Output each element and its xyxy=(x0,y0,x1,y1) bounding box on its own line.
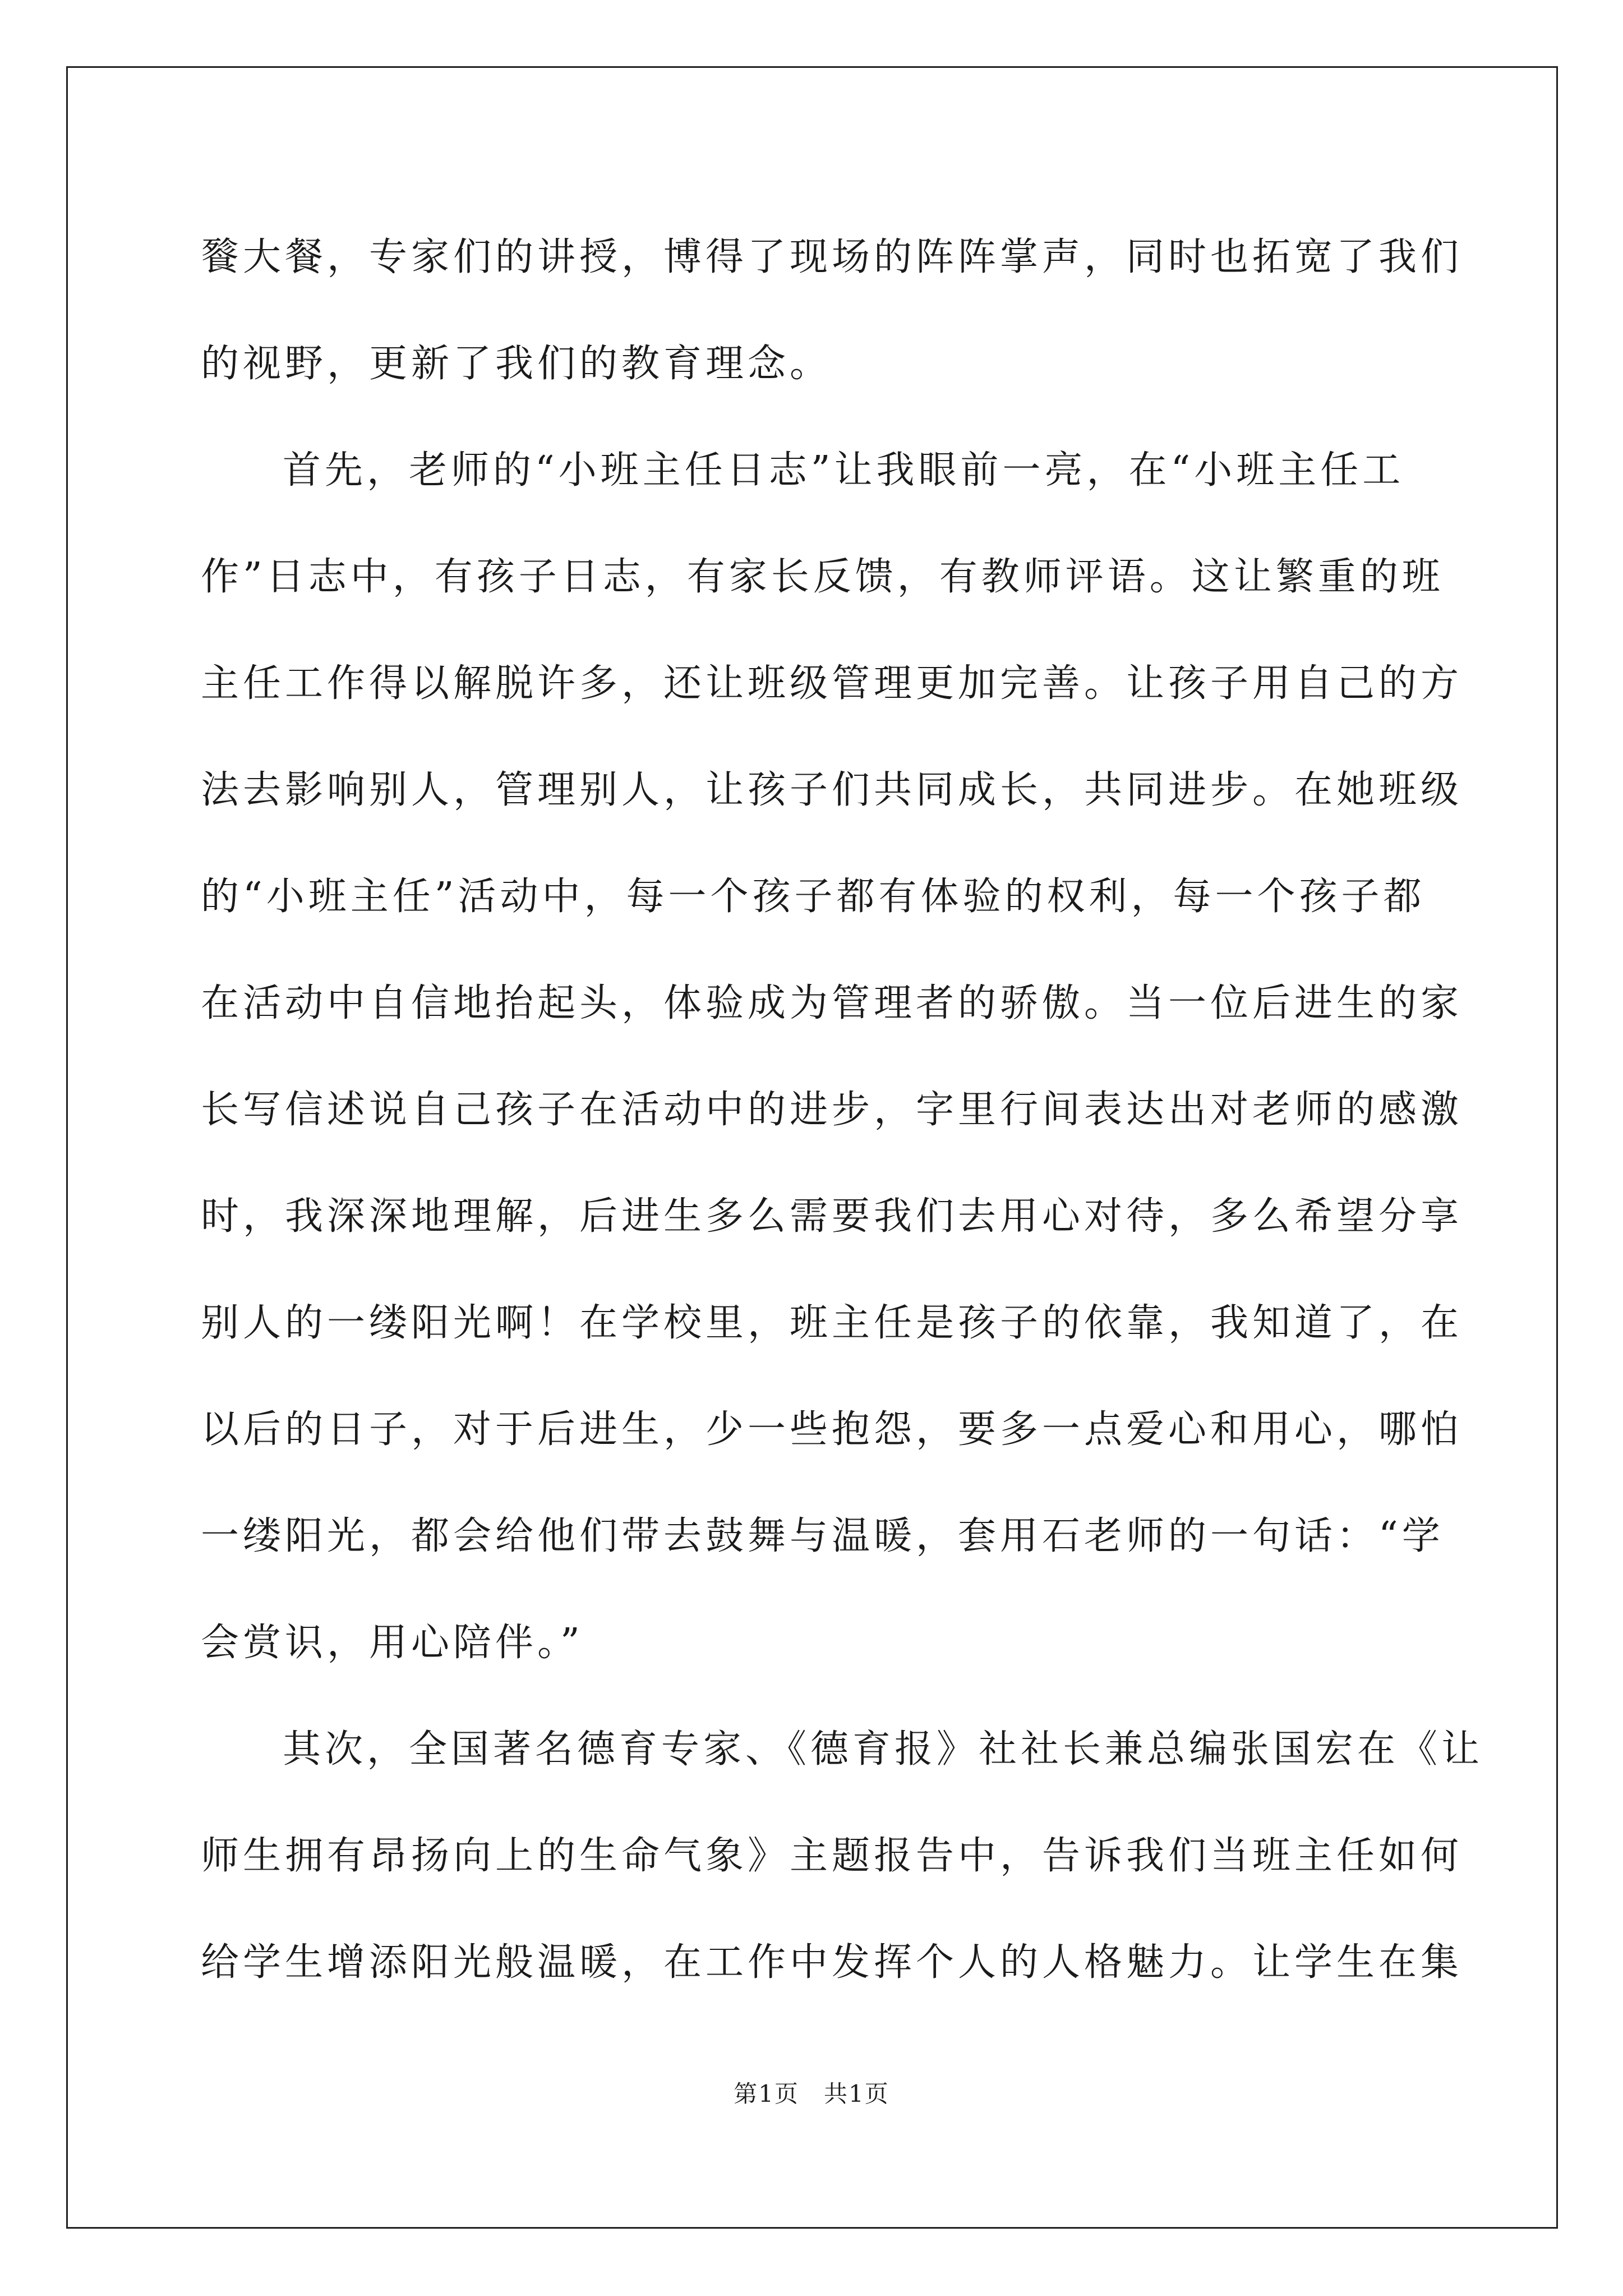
document-body xyxy=(201,204,1484,2016)
text-line-7: 的“小班主任”活动中，每一个孩子都有体验的权利，每一个孩子都 xyxy=(201,875,1426,919)
text-line-16: 师生拥有昂扬向上的生命气象》主题报告中，告诉我们当班主任如何 xyxy=(201,1834,1463,1878)
text-line-12: 以后的日子，对于后进生，少一些抱怨，要多一点爱心和用心，哪怕 xyxy=(201,1407,1463,1452)
text-line-2: 的视野，更新了我们的教育理念。 xyxy=(201,342,832,386)
text-line-1: 餮大餐，专家们的讲授，博得了现场的阵阵掌声，同时也拓宽了我们 xyxy=(201,235,1463,279)
text-line-8: 在活动中自信地抬起头，体验成为管理者的骄傲。当一位后进生的家 xyxy=(201,981,1463,1025)
text-line-17: 给学生增添阳光般温暖，在工作中发挥个人的人格魅力。让学生在集 xyxy=(201,1940,1463,1985)
text-line-3: 首先，老师的“小班主任日志”让我眼前一亮，在“小班主任工 xyxy=(283,448,1405,493)
text-line-14: 会赏识，用心陪伴。” xyxy=(201,1621,584,1665)
page-number-footer: 第1页 共1页 xyxy=(734,2080,889,2108)
text-line-6: 法去影响别人，管理别人，让孩子们共同成长，共同进步。在她班级 xyxy=(201,768,1463,812)
text-line-5: 主任工作得以解脱许多，还让班级管理更加完善。让孩子用自己的方 xyxy=(201,661,1463,706)
text-line-9: 长写信述说自己孩子在活动中的进步，字里行间表达出对老师的感激 xyxy=(201,1088,1463,1132)
text-line-10: 时，我深深地理解，后进生多么需要我们去用心对待，多么希望分享 xyxy=(201,1194,1463,1239)
text-line-4: 作”日志中，有孩子日志，有家长反馈，有教师评语。这让繁重的班 xyxy=(201,555,1444,599)
text-line-13: 一缕阳光，都会给他们带去鼓舞与温暖，套用石老师的一句话：“学 xyxy=(201,1514,1444,1558)
text-line-11: 别人的一缕阳光啊！在学校里，班主任是孩子的依靠，我知道了，在 xyxy=(201,1301,1463,1345)
text-line-15: 其次，全国著名德育专家、《德育报》社社长兼总编张国宏在《让 xyxy=(283,1727,1484,1772)
